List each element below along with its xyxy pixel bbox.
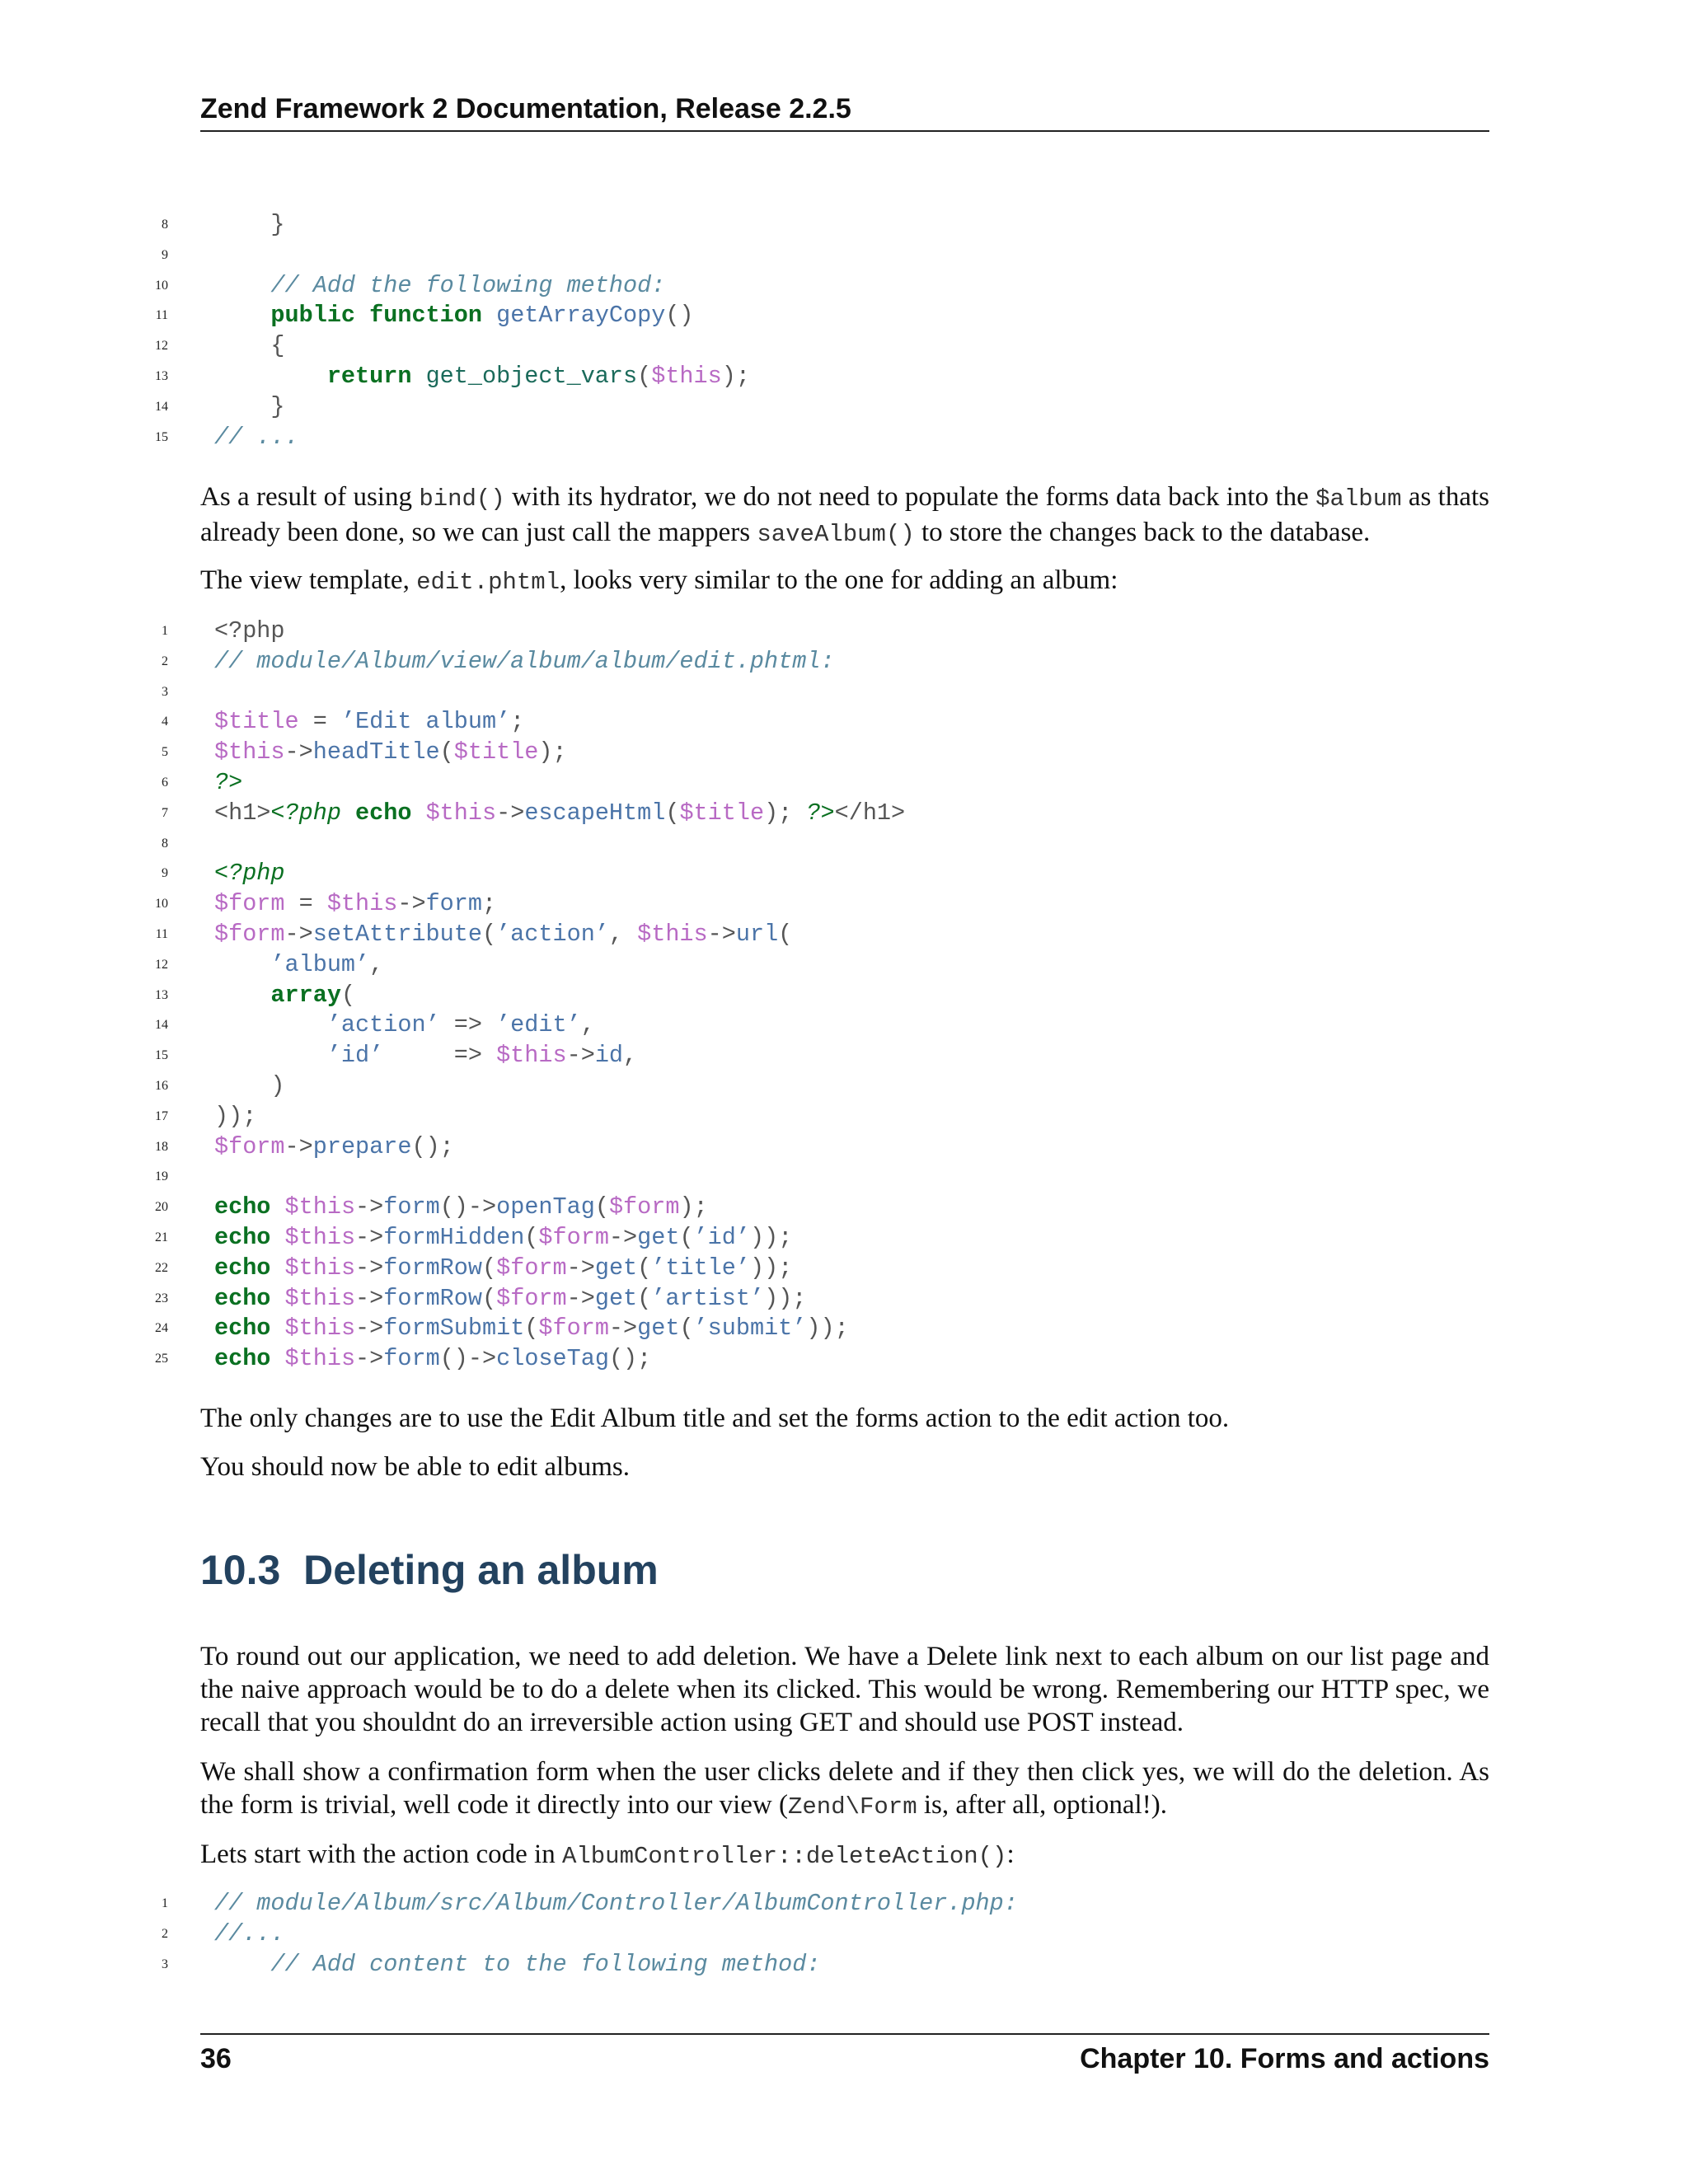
code-token: { bbox=[214, 332, 285, 360]
code-token: $this bbox=[284, 1284, 356, 1312]
code-token: -> bbox=[355, 1193, 384, 1221]
code-token: ( bbox=[637, 1254, 652, 1282]
code-token: => bbox=[383, 1042, 497, 1070]
code-token: )); bbox=[806, 1315, 849, 1343]
code-token: echo bbox=[355, 799, 412, 827]
code-line bbox=[148, 707, 1489, 738]
code-token: getArrayCopy bbox=[496, 302, 666, 330]
code-line bbox=[148, 1889, 1489, 1919]
code-token: ( bbox=[665, 799, 680, 827]
code-token bbox=[270, 1224, 284, 1251]
paragraph-confirmation-form: We shall show a confirmation form when the user clicks delete and if they then click yes, we will do the deletion. As the form is trivial, well code it directly into our view (Zend\Form is, after all, optional!). bbox=[200, 1757, 1489, 1821]
code-token: $form bbox=[496, 1284, 567, 1312]
code-token: ( bbox=[679, 1315, 694, 1343]
code-text bbox=[214, 889, 496, 920]
code-token: )); bbox=[749, 1223, 793, 1251]
code-token: ()-> bbox=[439, 1193, 497, 1221]
line-number: 18 bbox=[155, 1139, 168, 1154]
code-token: $this bbox=[284, 1315, 356, 1343]
code-line bbox=[148, 889, 1489, 920]
code-token: $form bbox=[214, 890, 285, 918]
code-line bbox=[148, 1919, 1489, 1950]
code-token: -> bbox=[355, 1284, 384, 1312]
code-token: return bbox=[326, 362, 412, 390]
code-token bbox=[270, 1254, 284, 1282]
code-line bbox=[148, 301, 1489, 331]
code-token: escapeHtml bbox=[524, 799, 666, 827]
line-number: 11 bbox=[155, 926, 168, 941]
code-token: ’id’ bbox=[326, 1042, 384, 1070]
paragraph-edit-albums: You should now be able to edit albums. bbox=[200, 1452, 630, 1482]
code-line bbox=[148, 1314, 1489, 1344]
line-number: 8 bbox=[162, 218, 168, 232]
line-number: 21 bbox=[155, 1230, 168, 1244]
code-token: $this bbox=[651, 362, 722, 390]
code-token: ( bbox=[594, 1193, 609, 1221]
code-token: formRow bbox=[383, 1284, 482, 1312]
code-token: get bbox=[637, 1315, 680, 1343]
code-token: <?php bbox=[214, 617, 285, 644]
code-line bbox=[148, 1071, 1489, 1102]
code-token bbox=[341, 799, 355, 827]
line-number: 16 bbox=[155, 1078, 168, 1093]
code-token: , bbox=[369, 950, 384, 978]
code-line bbox=[148, 1284, 1489, 1315]
code-line bbox=[148, 981, 1489, 1011]
code-token: get bbox=[637, 1223, 680, 1251]
code-text bbox=[214, 1132, 454, 1163]
code-token: ’Edit album’ bbox=[340, 708, 511, 736]
inline-code: Zend\Form bbox=[787, 1793, 917, 1821]
code-token: $this bbox=[284, 1345, 356, 1373]
code-token: // module/Album/view/album/album/edit.phtml: bbox=[214, 647, 835, 675]
code-token: ( bbox=[482, 1254, 497, 1282]
code-text bbox=[214, 768, 242, 799]
code-token: )); bbox=[750, 1254, 793, 1282]
code-token: ); bbox=[679, 1193, 708, 1221]
paragraph-only-changes: The only changes are to use the Edit Album title and set the forms action to the edit action too. bbox=[200, 1404, 1230, 1433]
paragraph-deletion-intro: To round out our application, we need to add deletion. We have a Delete link next to each album on our list page and the naive approach would be to do a delete when its clicked. This would be wrong. Remembering our HTTP spec, we recall that you shouldnt do an irreversible action using GET and should use POST instead. bbox=[200, 1642, 1489, 1737]
section-number: 10.3 bbox=[200, 1547, 281, 1593]
line-number: 3 bbox=[162, 684, 168, 699]
code-token: setAttribute bbox=[312, 920, 482, 948]
line-number: 10 bbox=[155, 278, 168, 293]
code-token: ; bbox=[481, 890, 497, 918]
code-token: -> bbox=[355, 1315, 384, 1343]
code-token: ) bbox=[214, 1071, 285, 1099]
code-token: $form bbox=[496, 1254, 567, 1282]
code-token bbox=[214, 302, 270, 329]
code-text bbox=[214, 799, 905, 829]
line-number: 19 bbox=[155, 1169, 168, 1184]
code-token: array bbox=[270, 981, 341, 1009]
code-token: </h1> bbox=[834, 799, 906, 827]
code-token: ; bbox=[510, 708, 525, 736]
code-line bbox=[148, 677, 1489, 708]
document-title: Zend Framework 2 Documentation, Release 2.2.5 bbox=[200, 93, 851, 124]
line-number: 20 bbox=[155, 1200, 168, 1215]
code-token: $title bbox=[214, 708, 299, 736]
code-block-form-getarraycopy bbox=[148, 210, 1489, 452]
code-token: , bbox=[608, 920, 638, 948]
code-token: <h1> bbox=[214, 799, 271, 827]
line-number: 10 bbox=[155, 897, 168, 912]
code-token: <?php bbox=[214, 860, 285, 888]
code-token bbox=[214, 982, 270, 1009]
code-line bbox=[148, 1254, 1489, 1284]
code-line bbox=[148, 331, 1489, 362]
code-text bbox=[214, 738, 567, 768]
code-text bbox=[214, 1919, 285, 1950]
line-number: 15 bbox=[155, 429, 168, 444]
code-token: id bbox=[594, 1042, 624, 1070]
code-token: ( bbox=[637, 362, 652, 390]
code-token: -> bbox=[397, 890, 426, 918]
code-text bbox=[214, 210, 285, 241]
page-number: 36 bbox=[200, 2043, 232, 2074]
line-number: 14 bbox=[155, 399, 168, 414]
line-number: 9 bbox=[162, 247, 168, 262]
code-token bbox=[214, 363, 327, 390]
code-token: ’id’ bbox=[693, 1223, 750, 1251]
code-token: form bbox=[383, 1345, 440, 1373]
code-token: ( bbox=[524, 1315, 539, 1343]
code-token: -> bbox=[284, 738, 313, 766]
code-token bbox=[355, 302, 369, 329]
code-token: // Add content to the following method: bbox=[214, 1950, 821, 1978]
code-token: ’action’ bbox=[496, 920, 609, 948]
code-line bbox=[148, 829, 1489, 860]
line-number: 8 bbox=[162, 836, 168, 851]
code-text bbox=[214, 1102, 256, 1132]
code-token: = bbox=[284, 890, 327, 918]
code-line bbox=[148, 1223, 1489, 1254]
code-block-edit-phtml bbox=[148, 616, 1489, 1375]
code-line bbox=[148, 423, 1489, 453]
code-token: -> bbox=[566, 1284, 595, 1312]
code-text bbox=[214, 981, 355, 1011]
line-number: 13 bbox=[155, 987, 168, 1002]
paragraph-view-template: The view template, edit.phtml, looks very similar to the one for adding an album: bbox=[200, 565, 1118, 596]
line-number: 2 bbox=[162, 654, 168, 668]
line-number: 17 bbox=[155, 1108, 168, 1123]
line-number: 11 bbox=[155, 308, 168, 323]
code-token: )); bbox=[764, 1284, 807, 1312]
line-number: 1 bbox=[162, 624, 168, 638]
code-token: ( bbox=[482, 1284, 497, 1312]
line-number: 25 bbox=[155, 1352, 168, 1366]
code-text bbox=[214, 920, 792, 950]
code-line bbox=[148, 271, 1489, 302]
code-text bbox=[214, 1889, 1018, 1919]
code-line bbox=[148, 616, 1489, 647]
code-token: $this bbox=[214, 738, 285, 766]
inline-code: $album bbox=[1315, 485, 1402, 513]
code-text bbox=[214, 1284, 806, 1315]
code-text bbox=[214, 647, 835, 677]
code-token bbox=[270, 1315, 284, 1342]
code-token: openTag bbox=[496, 1193, 595, 1221]
code-token: ); bbox=[538, 738, 567, 766]
code-token bbox=[270, 1345, 284, 1372]
code-token: ’edit’ bbox=[496, 1011, 581, 1039]
code-line bbox=[148, 920, 1489, 950]
code-token: $this bbox=[496, 1042, 567, 1070]
page-footer bbox=[200, 2033, 1489, 2084]
code-text bbox=[214, 1010, 595, 1041]
code-text bbox=[214, 950, 383, 981]
code-token: => bbox=[439, 1011, 497, 1039]
section-heading bbox=[200, 1545, 659, 1595]
code-token: echo bbox=[214, 1193, 271, 1221]
line-number: 6 bbox=[162, 775, 168, 790]
code-line bbox=[148, 1344, 1489, 1375]
code-text bbox=[214, 271, 665, 302]
chapter-title: Chapter 10. Forms and actions bbox=[1080, 2043, 1489, 2074]
code-token: ’submit’ bbox=[693, 1315, 807, 1343]
code-line bbox=[148, 1162, 1489, 1193]
inline-code: bind() bbox=[419, 485, 505, 513]
code-text bbox=[214, 1344, 651, 1375]
paragraph-action-code: Lets start with the action code in AlbumController::deleteAction(): bbox=[200, 1840, 1015, 1870]
code-text bbox=[214, 859, 285, 889]
code-token: $form bbox=[538, 1315, 609, 1343]
code-text bbox=[214, 331, 285, 362]
code-token: -> bbox=[284, 920, 313, 948]
code-token: $form bbox=[538, 1223, 609, 1251]
code-text bbox=[214, 1041, 637, 1071]
code-token: -> bbox=[284, 1132, 313, 1160]
code-text bbox=[214, 1193, 708, 1223]
code-token: get bbox=[594, 1254, 638, 1282]
code-token: url bbox=[735, 920, 779, 948]
code-token: $form bbox=[214, 920, 285, 948]
code-token: $this bbox=[284, 1254, 356, 1282]
line-number: 9 bbox=[162, 866, 168, 881]
line-number: 4 bbox=[162, 715, 168, 729]
line-number: 14 bbox=[155, 1018, 168, 1033]
code-token: } bbox=[214, 211, 285, 238]
code-token: ()-> bbox=[439, 1345, 497, 1373]
code-token bbox=[214, 1011, 327, 1038]
code-token: } bbox=[214, 392, 285, 420]
code-token: ’title’ bbox=[651, 1254, 750, 1282]
code-token: form bbox=[383, 1193, 440, 1221]
code-token: ( bbox=[778, 920, 793, 948]
code-token: )); bbox=[214, 1102, 257, 1130]
line-number: 3 bbox=[162, 1957, 168, 1971]
code-token: get_object_vars bbox=[425, 362, 638, 390]
code-token: ’album’ bbox=[270, 950, 370, 978]
code-token: -> bbox=[496, 799, 525, 827]
line-number: 2 bbox=[162, 1926, 168, 1941]
code-token: $title bbox=[453, 738, 539, 766]
inline-code: saveAlbum() bbox=[757, 521, 915, 548]
code-token: -> bbox=[608, 1223, 638, 1251]
line-number: 23 bbox=[155, 1291, 168, 1305]
code-token: formHidden bbox=[383, 1223, 525, 1251]
code-text bbox=[214, 362, 750, 392]
code-token: ( bbox=[340, 981, 356, 1009]
code-token: form bbox=[425, 890, 482, 918]
code-token bbox=[482, 302, 496, 329]
code-line bbox=[148, 241, 1489, 271]
code-token bbox=[214, 951, 270, 978]
code-token: public bbox=[270, 302, 356, 330]
code-token bbox=[411, 363, 425, 390]
code-line bbox=[148, 859, 1489, 889]
code-token: closeTag bbox=[496, 1345, 609, 1373]
section-title: Deleting an album bbox=[303, 1547, 659, 1593]
code-token bbox=[270, 1193, 284, 1221]
code-text bbox=[214, 392, 285, 423]
page-header bbox=[200, 92, 1489, 132]
code-text bbox=[214, 1254, 792, 1284]
code-text bbox=[214, 423, 299, 453]
code-line bbox=[148, 1193, 1489, 1223]
code-token bbox=[270, 1285, 284, 1312]
code-token: $this bbox=[425, 799, 497, 827]
inline-code: edit.phtml bbox=[416, 569, 560, 596]
code-line bbox=[148, 362, 1489, 392]
code-token: $form bbox=[608, 1193, 680, 1221]
code-token: echo bbox=[214, 1345, 271, 1373]
code-text bbox=[214, 707, 524, 738]
code-token: headTitle bbox=[312, 738, 440, 766]
code-token: , bbox=[623, 1042, 638, 1070]
code-token: echo bbox=[214, 1315, 271, 1343]
line-number: 15 bbox=[155, 1048, 168, 1063]
inline-code: AlbumController::deleteAction() bbox=[561, 1843, 1007, 1870]
code-line bbox=[148, 1132, 1489, 1163]
code-token: -> bbox=[608, 1315, 638, 1343]
code-text bbox=[214, 301, 694, 331]
code-token: ( bbox=[439, 738, 454, 766]
code-line bbox=[148, 738, 1489, 768]
code-token: //... bbox=[214, 1919, 285, 1947]
code-token: -> bbox=[355, 1223, 384, 1251]
code-line bbox=[148, 647, 1489, 677]
code-token: = bbox=[298, 708, 341, 736]
code-text bbox=[214, 1950, 820, 1980]
line-number: 5 bbox=[162, 745, 168, 760]
code-token: formRow bbox=[383, 1254, 482, 1282]
code-token: ); bbox=[721, 362, 750, 390]
line-number: 1 bbox=[162, 1896, 168, 1910]
line-number: 13 bbox=[155, 368, 168, 383]
code-token: // ... bbox=[214, 423, 299, 451]
code-token: ( bbox=[524, 1223, 539, 1251]
code-token: // Add the following method: bbox=[214, 271, 666, 299]
code-token: -> bbox=[566, 1042, 595, 1070]
code-token: ); bbox=[764, 799, 807, 827]
code-token: () bbox=[665, 302, 694, 330]
code-token: prepare bbox=[312, 1132, 412, 1160]
code-token bbox=[411, 799, 425, 827]
code-token: , bbox=[580, 1011, 595, 1039]
code-token: $this bbox=[284, 1223, 356, 1251]
code-token: -> bbox=[566, 1254, 595, 1282]
code-token: ’action’ bbox=[326, 1011, 440, 1039]
code-token: ( bbox=[637, 1284, 652, 1312]
code-line bbox=[148, 799, 1489, 829]
code-token: function bbox=[369, 302, 482, 330]
code-text bbox=[214, 616, 285, 647]
code-token: ( bbox=[679, 1223, 694, 1251]
code-text bbox=[214, 1071, 285, 1102]
code-line bbox=[148, 768, 1489, 799]
line-number: 24 bbox=[155, 1321, 168, 1336]
code-token: $title bbox=[679, 799, 765, 827]
line-number: 22 bbox=[155, 1260, 168, 1275]
code-token: formSubmit bbox=[383, 1315, 525, 1343]
code-token: -> bbox=[355, 1254, 384, 1282]
code-token: ( bbox=[481, 920, 497, 948]
code-token: echo bbox=[214, 1284, 271, 1312]
code-token: $this bbox=[637, 920, 708, 948]
code-token: $this bbox=[326, 890, 398, 918]
code-line bbox=[148, 392, 1489, 423]
code-line bbox=[148, 1950, 1489, 1980]
code-token: <?php bbox=[270, 799, 341, 827]
code-token bbox=[214, 1042, 327, 1069]
code-token: get bbox=[594, 1284, 638, 1312]
code-token: -> bbox=[355, 1345, 384, 1373]
code-line bbox=[148, 1010, 1489, 1041]
code-token: $this bbox=[284, 1193, 356, 1221]
code-line bbox=[148, 210, 1489, 241]
code-block-album-controller bbox=[148, 1889, 1489, 1980]
line-number: 12 bbox=[155, 339, 168, 354]
code-token: // module/Album/src/Album/Controller/AlbumController.php: bbox=[214, 1890, 1018, 1917]
line-number: 12 bbox=[155, 957, 168, 972]
code-token: (); bbox=[411, 1132, 454, 1160]
code-token: $form bbox=[214, 1132, 285, 1160]
line-number: 7 bbox=[162, 805, 168, 820]
code-token: -> bbox=[707, 920, 736, 948]
paragraph-bind-explanation: As a result of using bind() with its hydrator, we do not need to populate the forms data back into the $album as thats already been done, so we can just call the mappers saveAlbum() to store the changes back to the database. bbox=[200, 482, 1489, 548]
code-token: ?> bbox=[806, 799, 835, 827]
code-text bbox=[214, 1314, 849, 1344]
code-token: echo bbox=[214, 1254, 271, 1282]
code-line bbox=[148, 1102, 1489, 1132]
code-token: ’artist’ bbox=[651, 1284, 765, 1312]
code-token: echo bbox=[214, 1223, 271, 1251]
code-token: ?> bbox=[214, 768, 243, 796]
code-token: (); bbox=[608, 1345, 652, 1373]
code-text bbox=[214, 1223, 792, 1254]
code-line bbox=[148, 950, 1489, 981]
code-line bbox=[148, 1041, 1489, 1071]
